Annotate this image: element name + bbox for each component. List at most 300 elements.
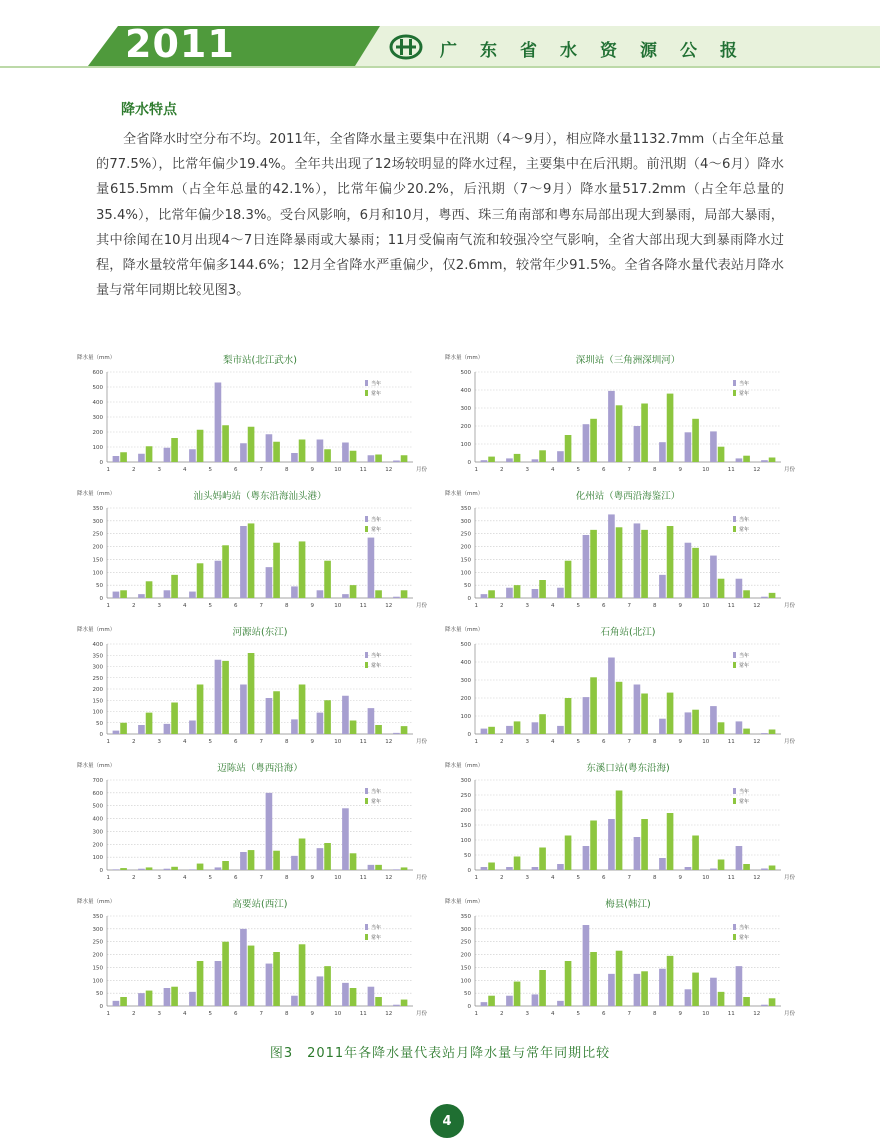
y-tick-label: 200 bbox=[92, 430, 103, 436]
legend-label: 当年 bbox=[371, 789, 382, 795]
y-tick-label: 500 bbox=[460, 370, 471, 376]
bar-normal-year bbox=[692, 973, 699, 1006]
x-tick-label: 5 bbox=[208, 875, 213, 881]
bar-normal-year bbox=[299, 839, 306, 871]
bar-current-year bbox=[266, 793, 273, 870]
chart-title: 化州站（粤西沿海鉴江） bbox=[575, 491, 681, 502]
x-tick-label: 7 bbox=[627, 1011, 632, 1017]
x-tick-label: 7 bbox=[627, 467, 632, 473]
bar-normal-year bbox=[539, 580, 546, 598]
bar-current-year bbox=[317, 976, 324, 1006]
x-tick-label: 7 bbox=[259, 739, 264, 745]
y-axis-label: 降水量（mm） bbox=[77, 627, 116, 633]
legend-swatch bbox=[365, 798, 368, 804]
bar-current-year bbox=[481, 729, 488, 734]
legend-swatch bbox=[733, 380, 736, 386]
bar-normal-year bbox=[488, 590, 495, 598]
bar-current-year bbox=[189, 721, 196, 735]
chart-title: 深圳站（三角洲深圳河） bbox=[575, 355, 681, 366]
x-tick-label: 12 bbox=[753, 1011, 761, 1017]
bar-current-year bbox=[368, 455, 375, 462]
bar-current-year bbox=[291, 453, 298, 462]
x-tick-label: 11 bbox=[727, 603, 735, 609]
bar-current-year bbox=[164, 724, 171, 734]
x-tick-label: 10 bbox=[334, 739, 342, 745]
y-tick-label: 150 bbox=[460, 557, 471, 564]
bar-current-year bbox=[266, 698, 273, 734]
bar-normal-year bbox=[769, 730, 776, 735]
station-chart-3 bbox=[75, 486, 435, 621]
bar-current-year bbox=[138, 594, 145, 598]
bar-current-year bbox=[164, 448, 171, 462]
bar-current-year bbox=[240, 929, 247, 1006]
bar-current-year bbox=[761, 460, 768, 462]
y-tick-label: 0 bbox=[467, 1004, 471, 1010]
station-chart-2 bbox=[443, 350, 803, 485]
x-tick-label: 8 bbox=[653, 1011, 657, 1017]
x-tick-label: 5 bbox=[576, 467, 581, 473]
bar-current-year bbox=[368, 865, 375, 870]
bar-current-year bbox=[138, 454, 145, 462]
bar-normal-year bbox=[539, 970, 546, 1006]
bar-normal-year bbox=[120, 868, 127, 870]
y-axis-label: 降水量（mm） bbox=[445, 491, 484, 497]
bar-current-year bbox=[138, 725, 145, 734]
bar-current-year bbox=[532, 994, 539, 1006]
y-tick-label: 100 bbox=[92, 709, 103, 716]
bar-normal-year bbox=[222, 425, 229, 462]
station-chart-8 bbox=[443, 758, 803, 893]
x-tick-label: 7 bbox=[627, 739, 632, 745]
bar-current-year bbox=[368, 987, 375, 1006]
legend-swatch bbox=[365, 662, 368, 668]
bar-current-year bbox=[761, 1005, 768, 1006]
bar-normal-year bbox=[222, 545, 229, 598]
y-tick-label: 300 bbox=[92, 415, 103, 421]
bar-current-year bbox=[164, 988, 171, 1006]
y-tick-label: 150 bbox=[460, 823, 471, 829]
y-tick-label: 300 bbox=[92, 829, 103, 836]
page-header bbox=[0, 0, 880, 70]
y-tick-label: 0 bbox=[99, 868, 103, 874]
bar-normal-year bbox=[616, 951, 623, 1006]
bar-chart-svg bbox=[75, 622, 435, 752]
x-tick-label: 2 bbox=[500, 603, 504, 609]
bar-normal-year bbox=[667, 956, 674, 1006]
legend-swatch bbox=[733, 788, 736, 794]
y-tick-label: 400 bbox=[460, 388, 471, 394]
y-tick-label: 200 bbox=[460, 696, 471, 702]
bar-chart-svg bbox=[443, 486, 803, 616]
x-tick-label: 9 bbox=[310, 467, 315, 473]
y-tick-label: 400 bbox=[92, 816, 103, 823]
bar-normal-year bbox=[667, 693, 674, 734]
bar-normal-year bbox=[641, 971, 648, 1006]
bar-current-year bbox=[481, 594, 488, 598]
bar-current-year bbox=[342, 983, 349, 1006]
x-axis-label: 月份 bbox=[416, 875, 428, 881]
x-tick-label: 11 bbox=[727, 739, 735, 745]
x-tick-label: 8 bbox=[285, 1011, 289, 1017]
y-tick-label: 400 bbox=[460, 660, 471, 666]
x-tick-label: 3 bbox=[157, 1011, 162, 1017]
y-tick-label: 300 bbox=[460, 678, 471, 684]
x-tick-label: 11 bbox=[727, 1011, 735, 1017]
bar-normal-year bbox=[590, 952, 597, 1006]
legend-label: 当年 bbox=[739, 517, 750, 523]
bar-normal-year bbox=[350, 721, 357, 735]
y-tick-label: 100 bbox=[92, 855, 103, 862]
y-tick-label: 50 bbox=[96, 991, 103, 998]
x-tick-label: 4 bbox=[183, 739, 187, 745]
bar-normal-year bbox=[146, 581, 153, 598]
x-tick-label: 2 bbox=[500, 1011, 504, 1017]
x-tick-label: 12 bbox=[385, 467, 393, 473]
x-tick-label: 2 bbox=[500, 875, 504, 881]
bar-normal-year bbox=[514, 857, 521, 871]
station-chart-7 bbox=[75, 758, 435, 893]
bar-normal-year bbox=[488, 863, 495, 871]
bar-current-year bbox=[506, 588, 513, 598]
x-tick-label: 6 bbox=[234, 467, 238, 473]
bar-current-year bbox=[557, 451, 564, 462]
y-tick-label: 350 bbox=[92, 653, 103, 660]
bar-current-year bbox=[583, 925, 590, 1006]
y-tick-label: 100 bbox=[460, 714, 471, 720]
x-tick-label: 12 bbox=[385, 603, 393, 609]
bar-normal-year bbox=[743, 590, 750, 598]
bar-normal-year bbox=[743, 456, 750, 462]
x-tick-label: 11 bbox=[727, 875, 735, 881]
bar-normal-year bbox=[146, 713, 153, 734]
bar-normal-year bbox=[273, 543, 280, 598]
bar-normal-year bbox=[350, 451, 357, 462]
bar-current-year bbox=[266, 964, 273, 1006]
x-tick-label: 12 bbox=[385, 875, 393, 881]
legend-label: 当年 bbox=[371, 381, 382, 387]
x-tick-label: 7 bbox=[259, 603, 264, 609]
x-axis-label: 月份 bbox=[416, 467, 428, 473]
bar-normal-year bbox=[299, 944, 306, 1006]
x-tick-label: 11 bbox=[359, 467, 367, 473]
y-tick-label: 400 bbox=[92, 400, 103, 406]
x-axis-label: 月份 bbox=[784, 603, 796, 609]
y-tick-label: 0 bbox=[99, 596, 103, 602]
bar-current-year bbox=[685, 712, 692, 734]
station-chart-4 bbox=[443, 486, 803, 621]
y-tick-label: 600 bbox=[92, 370, 103, 376]
bar-normal-year bbox=[120, 997, 127, 1006]
y-tick-label: 150 bbox=[92, 698, 103, 705]
y-tick-label: 100 bbox=[460, 442, 471, 448]
bar-current-year bbox=[138, 869, 145, 870]
bar-normal-year bbox=[222, 861, 229, 870]
chart-title: 迈陈站（粤西沿海） bbox=[217, 763, 303, 774]
bar-current-year bbox=[342, 696, 349, 734]
bar-current-year bbox=[215, 867, 222, 870]
bar-current-year bbox=[634, 837, 641, 870]
bar-normal-year bbox=[641, 530, 648, 598]
bar-normal-year bbox=[375, 455, 382, 463]
x-tick-label: 5 bbox=[576, 875, 581, 881]
y-axis-label: 降水量（mm） bbox=[445, 627, 484, 633]
bar-current-year bbox=[164, 869, 171, 870]
bar-normal-year bbox=[769, 593, 776, 598]
x-tick-label: 4 bbox=[183, 467, 187, 473]
bar-current-year bbox=[736, 579, 743, 598]
bar-current-year bbox=[368, 708, 375, 734]
legend-label: 常年 bbox=[371, 799, 382, 805]
publication-title: 广东省水资源公报 bbox=[440, 41, 760, 61]
bar-current-year bbox=[710, 978, 717, 1006]
legend-swatch bbox=[365, 924, 368, 930]
bar-current-year bbox=[710, 706, 717, 734]
x-tick-label: 12 bbox=[385, 1011, 393, 1017]
y-axis-label: 降水量（mm） bbox=[77, 899, 116, 905]
bar-normal-year bbox=[273, 952, 280, 1006]
x-tick-label: 8 bbox=[285, 603, 289, 609]
bar-normal-year bbox=[590, 821, 597, 871]
x-tick-label: 10 bbox=[334, 875, 342, 881]
x-tick-label: 5 bbox=[576, 1011, 581, 1017]
x-tick-label: 3 bbox=[525, 739, 530, 745]
bar-normal-year bbox=[692, 419, 699, 462]
x-tick-label: 12 bbox=[385, 739, 393, 745]
legend-swatch bbox=[365, 390, 368, 396]
legend-swatch bbox=[733, 390, 736, 396]
y-tick-label: 300 bbox=[460, 778, 471, 784]
bar-current-year bbox=[240, 443, 247, 462]
station-chart-10 bbox=[443, 894, 803, 1029]
x-tick-label: 9 bbox=[678, 467, 683, 473]
bar-normal-year bbox=[401, 726, 408, 734]
bar-current-year bbox=[685, 867, 692, 870]
x-tick-label: 8 bbox=[285, 739, 289, 745]
bar-current-year bbox=[113, 1001, 120, 1006]
bar-chart-svg bbox=[75, 894, 435, 1024]
bar-normal-year bbox=[248, 523, 255, 598]
legend-label: 常年 bbox=[371, 391, 382, 397]
bar-current-year bbox=[583, 846, 590, 870]
y-tick-label: 150 bbox=[92, 557, 103, 564]
x-tick-label: 9 bbox=[310, 875, 315, 881]
bar-current-year bbox=[608, 819, 615, 870]
x-tick-label: 12 bbox=[753, 603, 761, 609]
y-tick-label: 150 bbox=[92, 965, 103, 972]
bar-normal-year bbox=[743, 729, 750, 734]
legend-label: 当年 bbox=[371, 517, 382, 523]
x-axis-label: 月份 bbox=[784, 1011, 796, 1017]
y-tick-label: 100 bbox=[92, 978, 103, 985]
y-tick-label: 350 bbox=[460, 506, 471, 512]
bar-current-year bbox=[266, 434, 273, 462]
legend-label: 当年 bbox=[739, 925, 750, 931]
bar-normal-year bbox=[273, 691, 280, 734]
bar-current-year bbox=[532, 722, 539, 734]
x-tick-label: 3 bbox=[525, 603, 530, 609]
y-tick-label: 100 bbox=[92, 445, 103, 451]
y-tick-label: 50 bbox=[464, 583, 471, 590]
x-tick-label: 8 bbox=[285, 875, 289, 881]
legend-swatch bbox=[733, 798, 736, 804]
bar-normal-year bbox=[641, 819, 648, 870]
bar-current-year bbox=[659, 575, 666, 598]
bar-current-year bbox=[393, 597, 400, 598]
bar-normal-year bbox=[718, 579, 725, 598]
x-tick-label: 1 bbox=[474, 467, 479, 473]
legend-swatch bbox=[733, 924, 736, 930]
bar-normal-year bbox=[324, 966, 331, 1006]
bar-normal-year bbox=[350, 988, 357, 1006]
bar-normal-year bbox=[375, 725, 382, 734]
y-tick-label: 50 bbox=[464, 853, 471, 859]
bar-current-year bbox=[291, 586, 298, 598]
x-tick-label: 1 bbox=[474, 875, 479, 881]
bar-normal-year bbox=[350, 853, 357, 870]
x-tick-label: 8 bbox=[285, 467, 289, 473]
x-tick-label: 11 bbox=[359, 1011, 367, 1017]
bar-normal-year bbox=[324, 449, 331, 462]
bar-normal-year bbox=[273, 442, 280, 462]
bar-current-year bbox=[393, 733, 400, 734]
bar-normal-year bbox=[375, 865, 382, 870]
bar-current-year bbox=[215, 961, 222, 1006]
legend-label: 当年 bbox=[739, 381, 750, 387]
legend-label: 当年 bbox=[739, 653, 750, 659]
x-tick-label: 8 bbox=[653, 739, 657, 745]
bar-normal-year bbox=[514, 454, 521, 462]
x-tick-label: 3 bbox=[157, 467, 162, 473]
bar-current-year bbox=[215, 561, 222, 598]
bar-normal-year bbox=[488, 996, 495, 1006]
x-tick-label: 9 bbox=[678, 1011, 683, 1017]
bar-current-year bbox=[532, 867, 539, 870]
bar-current-year bbox=[291, 719, 298, 734]
bar-normal-year bbox=[769, 998, 776, 1006]
bar-current-year bbox=[710, 869, 717, 871]
y-tick-label: 0 bbox=[467, 460, 471, 466]
x-tick-label: 2 bbox=[132, 603, 136, 609]
y-tick-label: 300 bbox=[460, 926, 471, 933]
y-tick-label: 300 bbox=[92, 664, 103, 671]
x-tick-label: 12 bbox=[753, 467, 761, 473]
bar-current-year bbox=[393, 461, 400, 463]
x-axis-label: 月份 bbox=[416, 739, 428, 745]
bar-current-year bbox=[393, 869, 400, 870]
y-tick-label: 250 bbox=[460, 531, 471, 538]
bar-current-year bbox=[189, 449, 196, 462]
bar-current-year bbox=[113, 731, 120, 734]
legend-label: 常年 bbox=[739, 391, 750, 397]
bar-current-year bbox=[342, 808, 349, 870]
x-tick-label: 8 bbox=[653, 603, 657, 609]
y-tick-label: 350 bbox=[92, 914, 103, 920]
bar-normal-year bbox=[197, 430, 204, 462]
bar-current-year bbox=[317, 440, 324, 463]
bar-normal-year bbox=[743, 997, 750, 1006]
x-tick-label: 11 bbox=[727, 467, 735, 473]
x-tick-label: 10 bbox=[334, 603, 342, 609]
legend-label: 当年 bbox=[739, 789, 750, 795]
bar-current-year bbox=[342, 443, 349, 463]
bar-normal-year bbox=[401, 867, 408, 870]
y-axis-label: 降水量（mm） bbox=[77, 763, 116, 769]
x-tick-label: 4 bbox=[551, 1011, 555, 1017]
bar-normal-year bbox=[769, 866, 776, 871]
bar-normal-year bbox=[641, 694, 648, 735]
bar-current-year bbox=[291, 996, 298, 1006]
y-tick-label: 500 bbox=[92, 803, 103, 810]
bar-normal-year bbox=[616, 405, 623, 462]
bar-current-year bbox=[506, 726, 513, 734]
bar-normal-year bbox=[197, 563, 204, 598]
y-tick-label: 50 bbox=[96, 720, 103, 727]
x-tick-label: 3 bbox=[157, 603, 162, 609]
bar-current-year bbox=[189, 592, 196, 598]
bar-normal-year bbox=[667, 526, 674, 598]
bar-current-year bbox=[240, 685, 247, 735]
bar-current-year bbox=[608, 658, 615, 735]
x-tick-label: 6 bbox=[602, 603, 606, 609]
x-axis-label: 月份 bbox=[784, 875, 796, 881]
legend-swatch bbox=[365, 934, 368, 940]
bar-normal-year bbox=[222, 661, 229, 734]
x-tick-label: 4 bbox=[551, 467, 555, 473]
bar-current-year bbox=[634, 523, 641, 598]
bar-normal-year bbox=[171, 438, 178, 462]
x-tick-label: 3 bbox=[525, 467, 530, 473]
y-tick-label: 150 bbox=[460, 965, 471, 972]
figure-caption: 图3 2011年各降水量代表站月降水量与常年同期比较 bbox=[269, 1046, 611, 1061]
bar-current-year bbox=[506, 867, 513, 870]
x-tick-label: 1 bbox=[106, 467, 111, 473]
x-tick-label: 3 bbox=[525, 1011, 530, 1017]
x-tick-label: 12 bbox=[753, 875, 761, 881]
bar-current-year bbox=[291, 856, 298, 870]
y-tick-label: 100 bbox=[460, 570, 471, 577]
bar-normal-year bbox=[324, 561, 331, 598]
x-tick-label: 2 bbox=[132, 875, 136, 881]
bar-chart-svg bbox=[75, 758, 435, 888]
bar-current-year bbox=[393, 1005, 400, 1006]
y-tick-label: 0 bbox=[99, 460, 103, 466]
station-chart-6 bbox=[443, 622, 803, 757]
x-tick-label: 9 bbox=[310, 1011, 315, 1017]
x-tick-label: 6 bbox=[602, 467, 606, 473]
x-tick-label: 2 bbox=[132, 739, 136, 745]
bar-normal-year bbox=[616, 527, 623, 598]
legend-swatch bbox=[365, 526, 368, 532]
legend-label: 常年 bbox=[739, 935, 750, 941]
x-tick-label: 11 bbox=[359, 875, 367, 881]
x-tick-label: 5 bbox=[576, 739, 581, 745]
bar-current-year bbox=[685, 989, 692, 1006]
bar-current-year bbox=[659, 442, 666, 462]
x-tick-label: 4 bbox=[551, 739, 555, 745]
bar-normal-year bbox=[616, 791, 623, 871]
bar-normal-year bbox=[401, 455, 408, 462]
x-tick-label: 10 bbox=[334, 467, 342, 473]
bar-normal-year bbox=[120, 590, 127, 598]
bar-normal-year bbox=[299, 685, 306, 735]
chart-title: 河源站(东江) bbox=[232, 627, 288, 638]
bar-current-year bbox=[557, 726, 564, 734]
chart-title: 汕头妈屿站（粤东沿海汕头港） bbox=[193, 491, 327, 502]
legend-swatch bbox=[733, 516, 736, 522]
y-tick-label: 350 bbox=[92, 506, 103, 512]
legend-swatch bbox=[365, 652, 368, 658]
bar-current-year bbox=[761, 597, 768, 598]
